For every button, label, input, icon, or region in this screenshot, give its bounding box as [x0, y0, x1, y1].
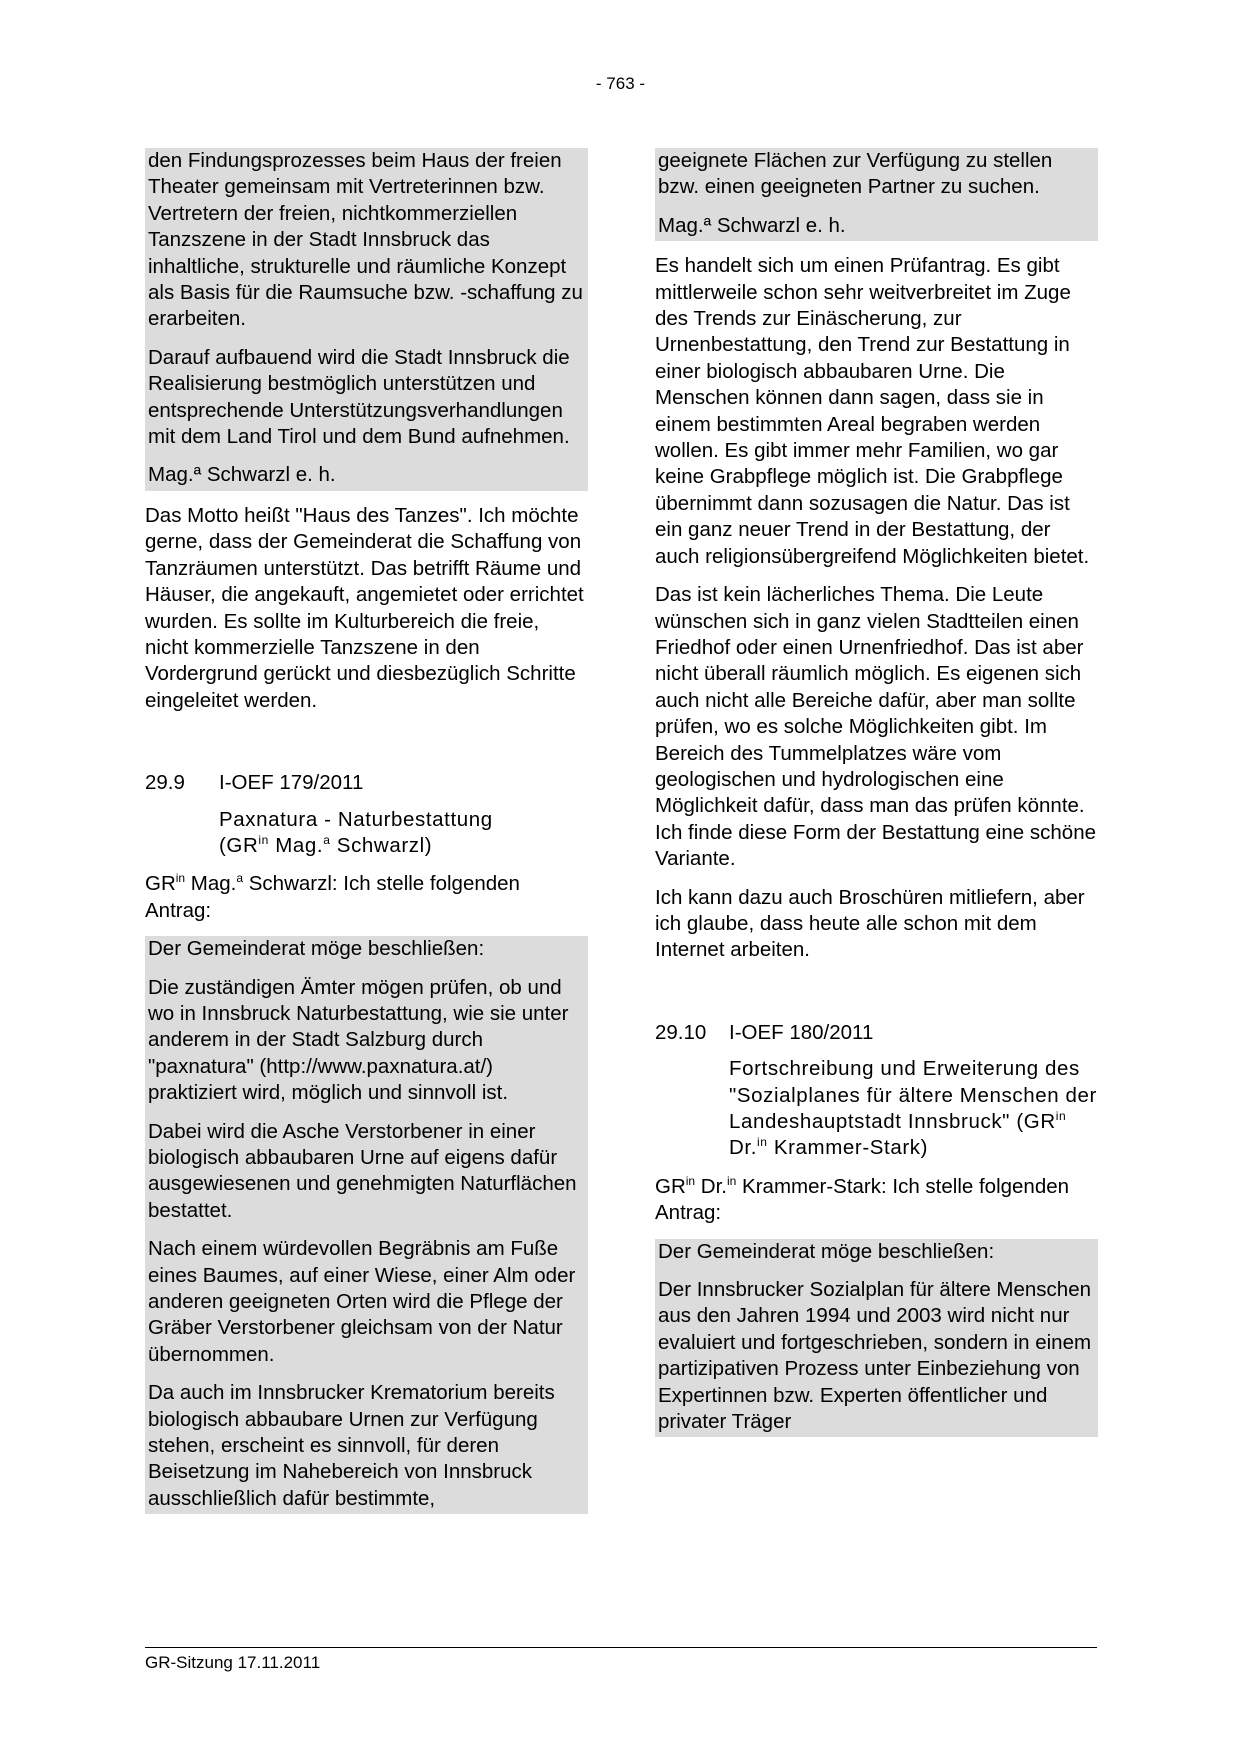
- motion-text-box: [655, 148, 1098, 241]
- speech-paragraph: Das Motto heißt "Haus des Tanzes". Ich möchte gerne, dass der Gemeinderat die Schaffung von Tanzräumen unterstützt. Das betrifft Räume und Häuser, die angekauft, angemietet oder errichtet wurden. Es sollte im Kulturbereich die freie, nicht kommerzielle Tanzszene in den Vordergrund gerückt und diesbezüglich Schritte eingeleitet werden.: [145, 503, 584, 712]
- right-column: [655, 148, 1098, 1437]
- motion-intro: $GR^{in}$ Mag.$^a$ Schwarzl: Ich stelle folgenden Antrag:: [145, 871, 520, 922]
- footer-divider: [145, 1647, 1097, 1648]
- motion-paragraph: den Findungsprozesses beim Haus der freien Theater gemeinsam mit Vertreterinnen bzw. Vertretern der freien, nichtkommerziellen Tanzszene in der Stadt Innsbruck das inhaltliche, strukturelle und räumliche Konzept als Basis für die Raumsuche bzw. -schaffung zu erarbeiten.: [148, 149, 583, 331]
- motion-text-box: [655, 1239, 1098, 1438]
- page-number: - 763 -: [595, 74, 646, 93]
- motion-paragraph: Der Gemeinderat möge beschließen:: [148, 937, 485, 961]
- footer-session-date: GR-Sitzung 17.11.2011: [145, 1653, 321, 1672]
- speech-paragraph: Das ist kein lächerliches Thema. Die Leute wünschen sich in ganz vielen Stadtteilen einen Friedhof oder einen Urnenfriedhof. Das ist aber nicht überall räumlich möglich. Es eigenen sich auch nicht alle Bereiche dafür, aber man sollte prüfen, wo es solche Möglichkeiten gibt. Im Bereich des Tummelplatzes wäre vom geologischen und hydrologischen eine Möglichkeit dafür, dass man das prüfen könnte. Ich finde diese Form der Bestattung eine schöne Variante.: [655, 583, 1097, 871]
- motion-paragraph: Da auch im Innsbrucker Krematorium bereits biologisch abbaubare Urnen zur Verfügung stehen, erscheint es sinnvoll, für deren Beisetzung im Nahebereich von Innsbruck ausschließlich dafür bestimmte,: [148, 1381, 555, 1510]
- motion-signature: Mag.ª Schwarzl e. h.: [658, 213, 846, 237]
- agenda-item-heading: [655, 1020, 1098, 1046]
- agenda-item-title: Paxnatura - Naturbestattung ($GR^{in}$ Mag.$^a$ Schwarzl): [219, 807, 493, 857]
- agenda-item-number: 29.9: [145, 771, 185, 795]
- agenda-item-code: I-OEF 180/2011: [729, 1020, 874, 1044]
- motion-paragraph: Die zuständigen Ämter mögen prüfen, ob und wo in Innsbruck Naturbestattung, wie sie unter anderem in der Stadt Salzburg durch "paxnatura" (http://www.paxnatura.at/) praktiziert wird, möglich und sinnvoll ist.: [148, 975, 569, 1105]
- agenda-item-number: 29.10: [655, 1020, 707, 1044]
- motion-intro: $GR^{in}$ Dr.$^{in}$ Krammer-Stark: Ich stelle folgenden Antrag:: [655, 1173, 1070, 1225]
- motion-signature: Mag.ª Schwarzl e. h.: [148, 463, 336, 487]
- motion-text-box: [145, 936, 588, 1514]
- left-column: [145, 148, 588, 1514]
- agenda-item-code: I-OEF 179/2011: [219, 771, 364, 795]
- motion-paragraph: Dabei wird die Asche Verstorbener in einer biologisch abbaubaren Urne auf eigens dafür ausgewiesenen und genehmigten Naturflächen bestattet.: [148, 1119, 577, 1222]
- motion-paragraph: Nach einem würdevollen Begräbnis am Fuße eines Baumes, auf einer Wiese, einer Alm oder anderen geeigneten Orten wird die Pflege der Gräber Verstorbener gleichsam von der Natur übernommen.: [148, 1237, 576, 1366]
- motion-paragraph: Der Innsbrucker Sozialplan für ältere Menschen aus den Jahren 1994 und 2003 wird nicht nur evaluiert und fortgeschrieben, sondern in einem partizipativen Prozess unter Einbeziehung von Expertinnen bzw. Experten öffentlicher und privater Träger: [658, 1278, 1092, 1434]
- agenda-item-heading: [145, 770, 588, 796]
- agenda-item-title: Fortschreibung und Erweiterung des "Sozialplanes für ältere Menschen der Landeshauptstadt Innsbruck" ($GR^{in}$ Dr.$^{in}$ Krammer-Stark): [729, 1057, 1097, 1160]
- motion-paragraph: geeignete Flächen zur Verfügung zu stellen bzw. einen geeigneten Partner zu suchen.: [658, 149, 1053, 199]
- motion-paragraph: Der Gemeinderat möge beschließen:: [658, 1239, 995, 1263]
- speech-paragraph: Es handelt sich um einen Prüfantrag. Es gibt mittlerweile schon sehr weitverbreitet im Zuge des Trends zur Einäscherung, zur Urnenbestattung, den Trend zur Bestattung in einer biologisch abbaubaren Urne. Die Menschen können dann sagen, dass sie in einem bestimmten Areal begraben werden wollen. Es gibt immer mehr Familien, wo gar keine Grabpflege möglich ist. Die Grabpflege übernimmt dann sozusagen die Natur. Das ist ein ganz neuer Trend in der Bestattung, der auch religionsübergreifend Möglichkeiten bietet.: [655, 254, 1090, 568]
- motion-paragraph: Darauf aufbauend wird die Stadt Innsbruck die Realisierung bestmöglich unterstützen und entsprechende Unterstützungsverhandlungen mit dem Land Tirol und dem Bund aufnehmen.: [148, 345, 570, 449]
- motion-text-box: [145, 148, 588, 491]
- speech-paragraph: Ich kann dazu auch Broschüren mitliefern, aber ich glaube, dass heute alle schon mit dem Internet arbeiten.: [655, 885, 1085, 962]
